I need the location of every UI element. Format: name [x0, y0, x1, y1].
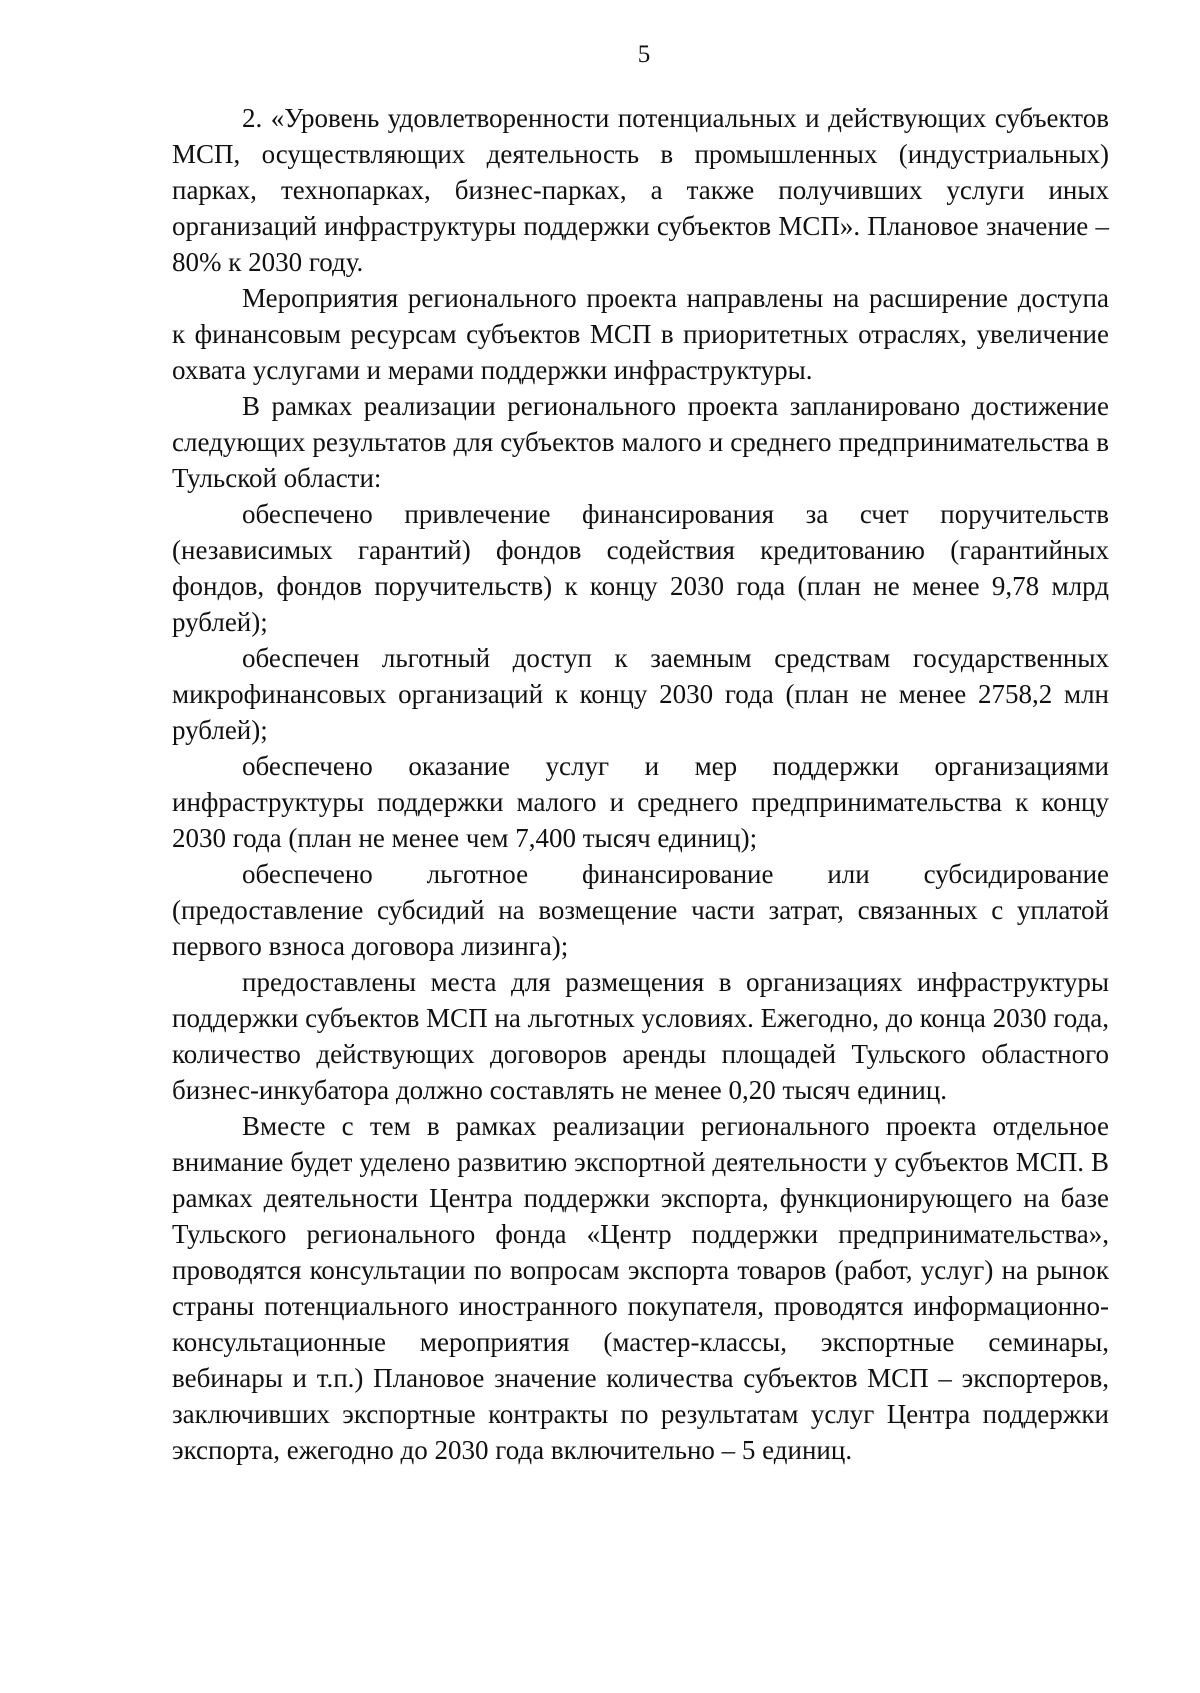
paragraph-result-leasing-subsidy: обеспечено льготное финансирование или субсидирование (предоставление субсидий на возмещение части затрат, связанных с уплатой первого взноса договора лизинга);: [172, 859, 1109, 961]
paragraph-export-support: Вместе с тем в рамках реализации регионального проекта отдельное внимание будет уделено развитию экспортной деятельности у субъектов МСП. В рамках деятельности Центра поддержки экспорта, функционирующего на базе Тульского регионального фонда «Центр поддержки предпринимательства», проводятся консультации по вопросам экспорта товаров (работ, услуг) на рынок страны потенциального иностранного покупателя, проводятся информационно-консультационные мероприятия (мастер-классы, экспортные семинары, вебинары и т.п.) Плановое значение количества субъектов МСП – экспортеров, заключивших экспортные контракты по результатам услуг Центра поддержки экспорта, ежегодно до 2030 года включительно – 5 единиц.: [172, 1111, 1109, 1465]
paragraph-result-incubator-placement: предоставлены места для размещения в организациях инфраструктуры поддержки субъектов МСП на льготных условиях. Ежегодно, до конца 2030 года, количество действующих договоров аренды площадей Тульского областного бизнес-инкубатора должно составлять не менее 0,20 тысяч единиц.: [172, 967, 1109, 1105]
paragraph-result-guarantee-funding: обеспечено привлечение финансирования за счет поручительств (независимых гарантий) фондов содействия кредитованию (гарантийных фондов, фондов поручительств) к концу 2030 года (план не менее 9,78 млрд рублей);: [172, 499, 1109, 637]
paragraph-project-measures: Мероприятия регионального проекта направлены на расширение доступа к финансовым ресурсам субъектов МСП в приоритетных отраслях, увеличение охвата услугами и мерами поддержки инфраструктуры.: [172, 283, 1109, 385]
document-body: [172, 100, 1109, 1468]
paragraph-result-support-services: обеспечено оказание услуг и мер поддержки организациями инфраструктуры поддержки малого и среднего предпринимательства к концу 2030 года (план не менее чем 7,400 тысяч единиц);: [172, 751, 1109, 853]
paragraph-planned-results-intro: В рамках реализации регионального проекта запланировано достижение следующих результатов для субъектов малого и среднего предпринимательства в Тульской области:: [172, 391, 1109, 493]
paragraph-indicator-2: 2. «Уровень удовлетворенности потенциальных и действующих субъектов МСП, осуществляющих деятельность в промышленных (индустриальных) парках, технопарках, бизнес-парках, а также получивших услуги иных организаций инфраструктуры поддержки субъектов МСП». Плановое значение – 80% к 2030 году.: [172, 103, 1109, 277]
page-number: 5: [637, 41, 651, 68]
paragraph-result-microfinance-access: обеспечен льготный доступ к заемным средствам государственных микрофинансовых организаций к концу 2030 года (план не менее 2758,2 млн рублей);: [172, 643, 1109, 745]
